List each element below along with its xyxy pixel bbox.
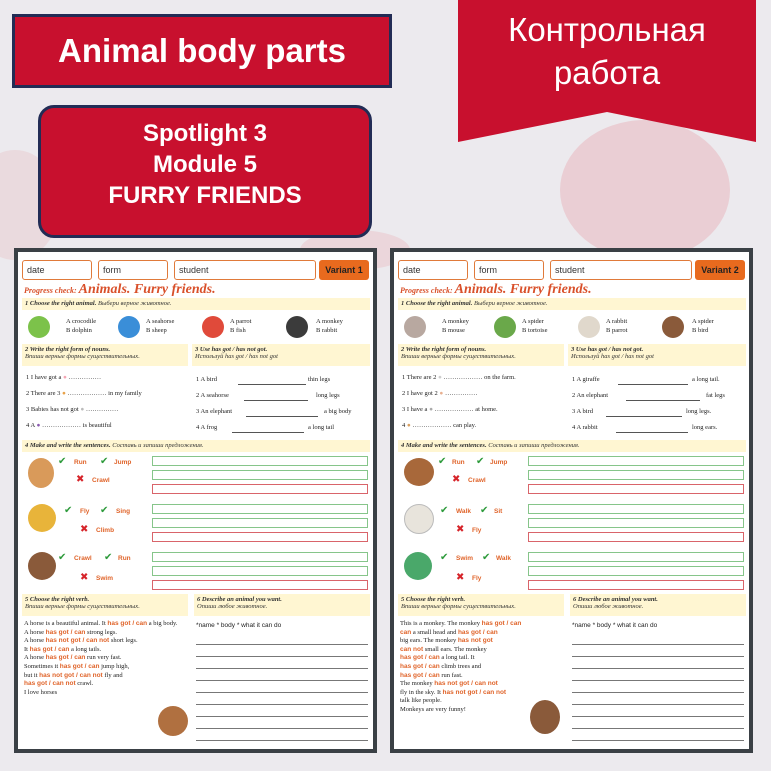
verb-choice[interactable]: has got / can <box>107 620 148 627</box>
mouse-icon <box>404 316 426 338</box>
sentence-input[interactable] <box>152 518 368 528</box>
task-title-ru: Выбери верное животное. <box>97 300 172 307</box>
option-a[interactable]: A spider <box>692 318 714 325</box>
writing-line[interactable] <box>196 656 368 657</box>
task-title: 3 Use has got / has not got. <box>195 346 268 353</box>
writing-line[interactable] <box>196 680 368 681</box>
task-title: 6 Describe an animal you want. <box>197 596 282 603</box>
text: The monkey <box>400 680 435 688</box>
sentence-input[interactable] <box>152 470 368 480</box>
sentence-start: 1 A giraffe <box>572 376 600 383</box>
writing-line[interactable] <box>572 716 744 717</box>
verb-can: Run <box>74 459 87 466</box>
task4-heading <box>22 440 370 452</box>
text: but it <box>24 671 40 679</box>
writing-line[interactable] <box>572 740 744 741</box>
text: climb trees and <box>439 662 482 670</box>
sentence <box>26 406 118 413</box>
task6-hint: *name * body * what it can do <box>196 622 282 629</box>
text: A horse <box>24 637 46 645</box>
task1-heading <box>22 298 370 310</box>
verb-choice[interactable]: has got / can <box>400 654 440 662</box>
story-line <box>24 689 186 698</box>
answer-blank[interactable]: …………… <box>85 406 119 413</box>
verb-can: Walk <box>456 508 471 515</box>
verb-can: Walk <box>496 555 511 562</box>
answer-line[interactable] <box>244 400 308 401</box>
parrot-icon <box>202 316 224 338</box>
task-title: 1 Choose the right animal. <box>25 300 97 307</box>
verb-choice[interactable]: has got / can <box>457 628 498 636</box>
verb-choice[interactable]: has got / can <box>400 662 440 670</box>
story-line <box>400 620 562 629</box>
sentence-start: 2 There are 3 <box>26 390 61 397</box>
task-title: 2 Write the right form of nouns. <box>25 346 111 353</box>
sentence-end: long legs <box>316 392 340 399</box>
task-title-ru: Впиши верные формы существительных. <box>25 603 140 610</box>
form-label: form <box>103 265 121 275</box>
text: short legs. <box>109 637 138 645</box>
seahorse-icon <box>118 316 140 338</box>
sentence-start: 3 Babies has not got <box>26 406 79 413</box>
task-title: 2 Write the right form of nouns. <box>401 346 487 353</box>
progress-label: Progress check: <box>24 286 77 295</box>
verb-can: Run <box>452 459 465 466</box>
task4-heading <box>398 440 746 452</box>
check-icon: ✔ <box>438 456 447 467</box>
writing-line[interactable] <box>572 644 744 645</box>
sentence-input[interactable] <box>528 552 744 562</box>
check-icon: ✔ <box>58 456 67 467</box>
verb-can: Fly <box>80 508 90 515</box>
story-line <box>400 689 562 698</box>
story-line <box>400 654 562 663</box>
verb-choice[interactable]: has got / can <box>29 645 70 653</box>
text: a long tails. <box>69 645 102 653</box>
check-icon: ✔ <box>100 505 109 516</box>
sentence-start: 4 A rabbit <box>572 424 598 431</box>
story-line <box>24 646 186 655</box>
check-icon: ✔ <box>482 552 491 563</box>
text: a small head and <box>411 628 458 636</box>
sentence <box>402 422 476 429</box>
verb-choice[interactable]: has not got / can not <box>434 680 498 688</box>
task6-hint: *name * body * what it can do <box>572 622 658 629</box>
answer-line[interactable] <box>232 432 304 433</box>
text: a long tail. It <box>439 654 475 662</box>
horse-icon <box>158 706 188 736</box>
sentence-input[interactable] <box>528 566 744 576</box>
sentence-start: 3 An elephant <box>196 408 233 415</box>
verb-cannot: Fly <box>472 575 482 582</box>
check-icon: ✔ <box>440 552 449 563</box>
option-a[interactable]: A spider <box>522 318 544 325</box>
verb-choice[interactable]: has got / can <box>400 671 440 679</box>
answer-blank[interactable]: ……………… on the farm. <box>443 374 516 381</box>
answer-blank[interactable]: ……………… at home. <box>434 406 498 413</box>
verb-cannot: Swim <box>96 575 113 582</box>
answer-blank[interactable]: …………… <box>444 390 478 397</box>
writing-line[interactable] <box>196 644 368 645</box>
verb-cannot: Crawl <box>92 477 110 484</box>
option-b[interactable]: B dolphin <box>66 327 92 334</box>
verb-choice[interactable]: has got / can <box>45 654 86 662</box>
verb-can: Sit <box>494 508 503 515</box>
variant-badge: Variant 2 <box>695 260 745 280</box>
form-field[interactable] <box>98 260 168 280</box>
text: Monkeys are very funny! <box>400 705 466 713</box>
sentence-start: 1 I have got a <box>26 374 62 381</box>
writing-line[interactable] <box>196 728 368 729</box>
option-a[interactable]: A parrot <box>230 318 252 325</box>
writing-line[interactable] <box>572 668 744 669</box>
variant-badge: Variant 1 <box>319 260 369 280</box>
writing-line[interactable] <box>196 716 368 717</box>
rabbit-icon <box>578 316 600 338</box>
sentence-input[interactable] <box>528 470 744 480</box>
check-icon: ✔ <box>100 456 109 467</box>
verb-can: Swim <box>456 555 473 562</box>
girl-icon: ● <box>36 422 41 429</box>
sentence <box>402 374 516 381</box>
student-field[interactable] <box>550 260 692 280</box>
sentence-end: long legs. <box>686 408 712 415</box>
people-icon: ● <box>61 390 66 397</box>
task-title-ru: Впиши верные формы существительных. <box>401 353 516 360</box>
text: I love horses <box>24 688 58 696</box>
subtitle-line: Module 5 <box>152 151 257 178</box>
text: A horse is a beautiful animal. It <box>24 620 108 627</box>
sentence-input[interactable] <box>528 518 744 528</box>
text: fly in the sky. It <box>400 688 443 696</box>
task-title-ru: Опиши любое животное. <box>573 603 644 610</box>
subtitle-box <box>38 105 372 238</box>
check-icon: ✔ <box>440 505 449 516</box>
form-label: form <box>479 265 497 275</box>
check-icon: ✔ <box>64 505 73 516</box>
verb-choice[interactable]: can <box>400 628 412 636</box>
horse-icon <box>404 458 434 486</box>
option-b[interactable]: B rabbit <box>316 327 338 334</box>
task-title: 5 Choose the right verb. <box>401 596 466 603</box>
text: A horse <box>24 654 46 662</box>
cross-icon: ✖ <box>456 572 465 583</box>
date-field[interactable] <box>398 260 468 280</box>
task-title-ru: Используй has got / has not got <box>571 353 654 360</box>
task5-heading <box>22 594 188 616</box>
date-label: date <box>27 265 45 275</box>
text: Sometimes it <box>24 662 60 670</box>
verb-can: Sing <box>116 508 131 515</box>
cross-icon: ✖ <box>80 524 89 535</box>
task-title: 4 Make and write the sentences. <box>25 442 111 449</box>
bird-icon <box>28 504 56 532</box>
task6-heading <box>570 594 746 616</box>
option-a[interactable]: A monkey <box>316 318 343 325</box>
writing-line[interactable] <box>572 692 744 693</box>
progress-check <box>400 282 592 298</box>
writing-line[interactable] <box>572 680 744 681</box>
story-text <box>400 620 562 715</box>
answer-blank[interactable]: ……………… is beautiful <box>42 422 112 429</box>
text: jump high, <box>99 662 130 670</box>
story-line <box>400 672 562 681</box>
verb-cannot: Fly <box>472 527 482 534</box>
sentence <box>402 406 498 413</box>
text: small ears. The monkey <box>423 645 487 653</box>
task-title: 3 Use has got / has not got. <box>571 346 644 353</box>
task3-heading <box>192 344 370 366</box>
sentence-start: 2 An elephant <box>572 392 609 399</box>
progress-title: Animals. Furry friends. <box>454 282 592 297</box>
verb-cannot: Climb <box>96 527 115 534</box>
answer-line[interactable] <box>618 384 688 385</box>
verb-choice[interactable]: has not got / can not <box>45 637 110 645</box>
progress-check <box>24 282 216 298</box>
tooth-icon: ● <box>80 406 85 413</box>
task-title: 4 Make and write the sentences. <box>401 442 487 449</box>
answer-line[interactable] <box>616 432 688 433</box>
task-title: 1 Choose the right animal. <box>401 300 473 307</box>
option-b[interactable]: B parrot <box>606 327 628 334</box>
story-line <box>24 654 186 663</box>
task-title-ru: Составь и запиши предложения. <box>112 442 204 449</box>
text: talk like people. <box>400 697 442 705</box>
story-line <box>400 663 562 672</box>
option-b[interactable]: B tortoise <box>522 327 548 334</box>
task-title: 5 Choose the right verb. <box>25 596 90 603</box>
verb-choice[interactable]: has got / can not <box>24 680 76 688</box>
story-line <box>24 680 186 689</box>
task2-heading <box>22 344 188 366</box>
mouse-icon: ● <box>429 406 434 413</box>
verb-can: Jump <box>490 459 508 466</box>
answer-blank[interactable]: ……………… can play. <box>412 422 477 429</box>
text: A horse <box>24 628 46 636</box>
sentence <box>26 374 101 381</box>
sentence-input[interactable] <box>152 580 368 590</box>
check-icon: ✔ <box>476 456 485 467</box>
sentence-input[interactable] <box>528 532 744 542</box>
text: run very fast. <box>85 654 122 662</box>
ribbon-line: работа <box>553 54 661 91</box>
check-icon: ✔ <box>58 552 67 563</box>
story-text <box>24 620 186 697</box>
sentence-input[interactable] <box>152 484 368 494</box>
sentence-end: a big body <box>324 408 352 415</box>
sentence-input[interactable] <box>528 580 744 590</box>
sentence-input[interactable] <box>528 504 744 514</box>
sentence-end: long ears. <box>692 424 718 431</box>
task6-heading <box>194 594 370 616</box>
story-line <box>400 629 562 638</box>
story-line <box>24 620 186 629</box>
date-field[interactable] <box>22 260 92 280</box>
sentence-input[interactable] <box>528 456 744 466</box>
sentence <box>402 390 477 397</box>
answer-line[interactable] <box>238 384 306 385</box>
option-a[interactable]: A rabbit <box>606 318 628 325</box>
sentence-end: a long tail <box>308 424 334 431</box>
task-title-ru: Выбери верное животное. <box>473 300 548 307</box>
subtitle-line: FURRY FRIENDS <box>108 182 302 209</box>
answer-blank[interactable]: …………… <box>68 374 102 381</box>
writing-line[interactable] <box>572 728 744 729</box>
text: It <box>24 645 30 653</box>
sentence-start: 2 I have got 2 <box>402 390 438 397</box>
sentence-start: 4 A frog <box>196 424 218 431</box>
foot-icon: ● <box>439 390 444 397</box>
sentence-end: thin legs <box>308 376 331 383</box>
writing-line[interactable] <box>196 692 368 693</box>
sentence-input[interactable] <box>152 552 368 562</box>
task5-heading <box>398 594 564 616</box>
verb-can: Crawl <box>74 555 92 562</box>
text: strong legs. <box>85 628 118 636</box>
option-a[interactable]: A crocodile <box>66 318 97 325</box>
cross-icon: ✖ <box>456 524 465 535</box>
story-line <box>24 663 186 672</box>
sentence <box>26 390 142 397</box>
sentence-start: 3 A bird <box>572 408 593 415</box>
story-line <box>400 680 562 689</box>
sheep-icon <box>404 504 434 534</box>
title-banner <box>12 14 392 88</box>
sentence-input[interactable] <box>152 504 368 514</box>
text: This is a monkey. The monkey <box>400 620 482 627</box>
task-title-ru: Используй has got / has not got <box>195 353 278 360</box>
task-title-ru: Впиши верные формы существительных. <box>25 353 140 360</box>
task1-heading <box>398 298 746 310</box>
subtitle-line: Spotlight 3 <box>143 120 267 147</box>
cross-icon: ✖ <box>80 572 89 583</box>
kangaroo-icon <box>28 458 54 488</box>
answer-blank[interactable]: ……………… in my family <box>67 390 142 397</box>
verb-choice[interactable]: has got / can <box>45 628 86 636</box>
sentence-start: 3 I have a <box>402 406 428 413</box>
text: fly and <box>102 671 123 679</box>
tortoise-icon <box>494 316 516 338</box>
check-icon: ✔ <box>104 552 113 563</box>
sentence-start: 1 There are 2 <box>402 374 437 381</box>
writing-line[interactable] <box>196 668 368 669</box>
story-line <box>24 637 186 646</box>
student-label: student <box>555 265 585 275</box>
child-icon: ● <box>406 422 411 429</box>
ribbon-text <box>458 8 756 94</box>
option-b[interactable]: B fish <box>230 327 246 334</box>
student-field[interactable] <box>174 260 316 280</box>
verb-can: Jump <box>114 459 132 466</box>
spider-icon <box>662 316 684 338</box>
sentence-input[interactable] <box>528 484 744 494</box>
sentence-start: 4 A <box>26 422 35 429</box>
option-a[interactable]: A monkey <box>442 318 469 325</box>
turtle-icon <box>404 552 432 580</box>
sentence-end: fat legs <box>706 392 725 399</box>
task3-heading <box>568 344 746 366</box>
option-a[interactable]: A seahorse <box>146 318 175 325</box>
worksheet-variant-2 <box>390 248 753 753</box>
verb-cannot: Crawl <box>468 477 486 484</box>
task-title: 6 Describe an animal you want. <box>573 596 658 603</box>
pig-icon: ● <box>63 374 67 381</box>
worksheet-variant-1 <box>14 248 377 753</box>
progress-label: Progress check: <box>400 286 453 295</box>
sentence-input[interactable] <box>152 532 368 542</box>
verb-can: Run <box>118 555 131 562</box>
text: run fast. <box>439 671 463 679</box>
story-line <box>400 637 562 646</box>
form-field[interactable] <box>474 260 544 280</box>
sentence-start: 2 A seahorse <box>196 392 229 399</box>
answer-line[interactable] <box>246 416 318 417</box>
task-title-ru: Составь и запиши предложения. <box>488 442 580 449</box>
test-ribbon <box>458 0 756 150</box>
text: a big body. <box>147 620 178 627</box>
monkey-icon <box>286 316 308 338</box>
progress-title: Animals. Furry friends. <box>78 282 216 297</box>
student-label: student <box>179 265 209 275</box>
verb-choice[interactable]: has got / can <box>481 620 522 627</box>
verb-choice[interactable]: can not <box>400 645 424 653</box>
crocodile-icon <box>28 316 50 338</box>
date-label: date <box>403 265 421 275</box>
story-line <box>400 646 562 655</box>
story-line <box>24 629 186 638</box>
verb-choice[interactable]: has not got / can not <box>39 671 103 679</box>
sentence-start: 4 <box>402 422 406 429</box>
option-b[interactable]: B sheep <box>146 327 167 334</box>
writing-line[interactable] <box>572 656 744 657</box>
cross-icon: ✖ <box>452 474 461 485</box>
sentence <box>26 422 112 429</box>
answer-line[interactable] <box>606 416 682 417</box>
task-title-ru: Впиши верные формы существительных. <box>401 603 516 610</box>
monkey-icon <box>530 700 560 734</box>
writing-line[interactable] <box>572 704 744 705</box>
writing-line[interactable] <box>196 740 368 741</box>
cross-icon: ✖ <box>76 474 85 485</box>
task2-heading <box>398 344 564 366</box>
answer-line[interactable] <box>626 400 700 401</box>
sentence-input[interactable] <box>152 456 368 466</box>
spider-icon <box>28 552 56 580</box>
sentence-start: 1 A bird <box>196 376 217 383</box>
sentence-input[interactable] <box>152 566 368 576</box>
verb-choice[interactable]: has got / can <box>59 662 100 670</box>
option-b[interactable]: B mouse <box>442 327 465 334</box>
story-line <box>24 672 186 681</box>
writing-line[interactable] <box>196 704 368 705</box>
text: crawl. <box>75 680 94 688</box>
sentence-end: a long tail. <box>692 376 720 383</box>
task-title-ru: Опиши любое животное. <box>197 603 268 610</box>
sheep-icon: ● <box>437 374 442 381</box>
title: Animal body parts <box>58 32 346 69</box>
ribbon-line: Контрольная <box>508 11 706 48</box>
text: big ears. The monkey <box>400 637 458 645</box>
verb-choice[interactable]: has not got / can not <box>442 688 507 696</box>
option-b[interactable]: B bird <box>692 327 709 334</box>
check-icon: ✔ <box>480 505 489 516</box>
verb-choice[interactable]: has not got <box>457 637 493 645</box>
